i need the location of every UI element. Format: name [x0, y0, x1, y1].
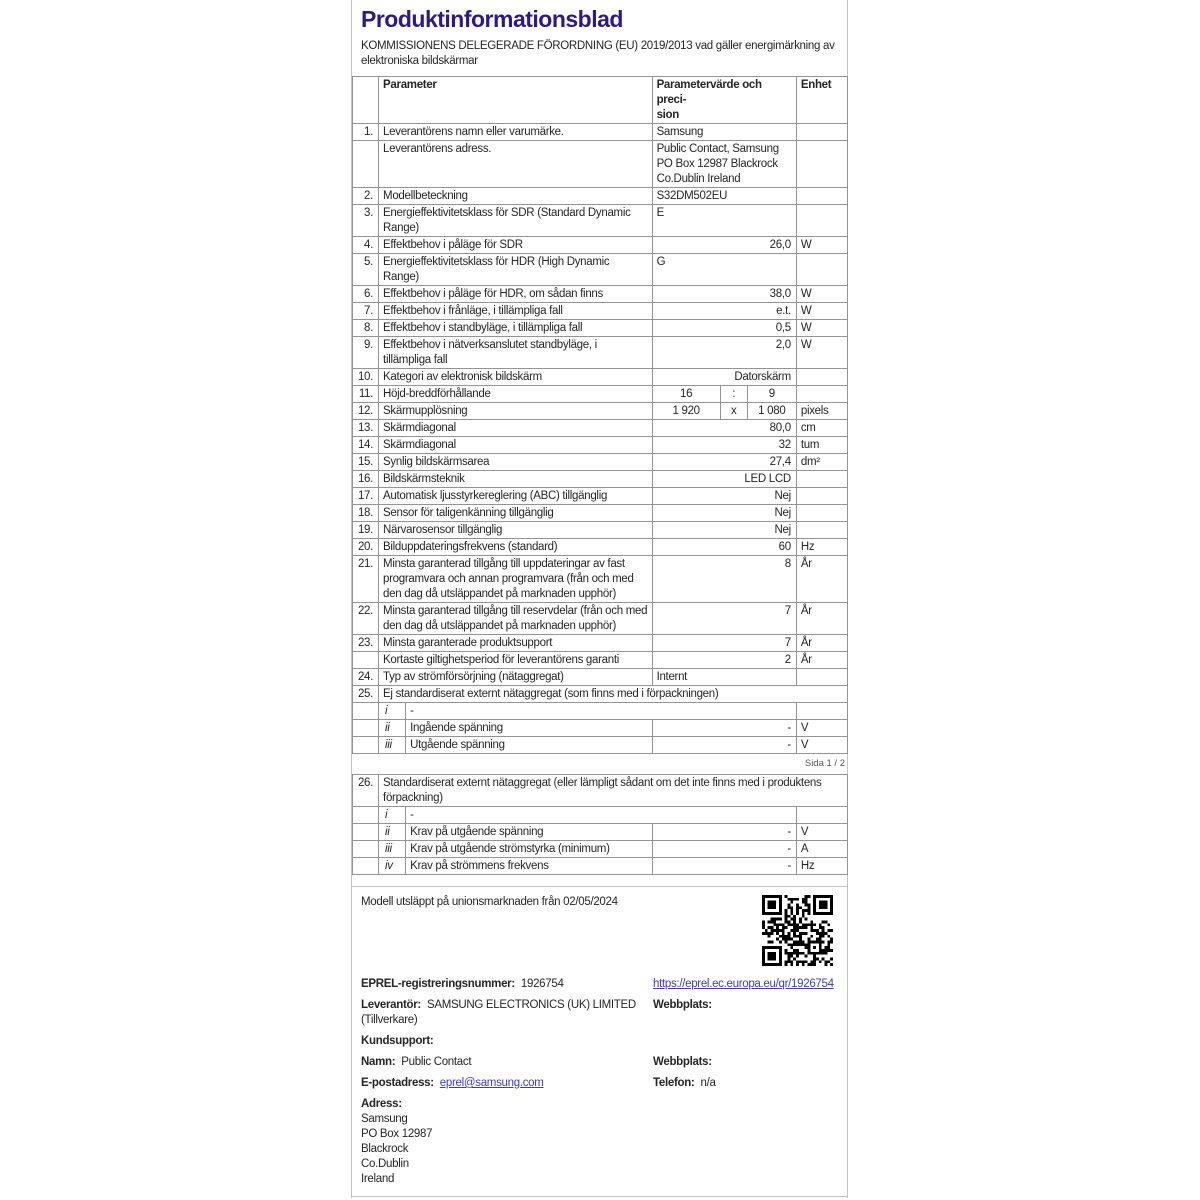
unit-cell: År — [796, 652, 847, 669]
value-part-1: 1 920 — [652, 403, 720, 420]
sub-row-dash: - — [406, 807, 797, 824]
address-line: PO Box 12987 — [361, 1128, 433, 1140]
value-cell: 0,5 — [652, 320, 796, 337]
row-number: 11. — [353, 386, 379, 403]
email-label: E-postadress: — [361, 1077, 434, 1089]
parameter-cell: Effektbehov i påläge för SDR — [379, 237, 653, 254]
section-label: Standardiserat externt nätaggregat (eller lämpligt sådant om det inte finns med i produktens förpackning) — [379, 775, 848, 807]
parameter-cell: Modellbeteckning — [379, 188, 653, 205]
table-row — [353, 320, 848, 337]
unit-cell: Hz — [796, 858, 847, 875]
qr-code — [762, 895, 833, 966]
row-number — [353, 807, 379, 824]
parameter-cell: Ingående spänning — [406, 720, 652, 737]
unit-cell: V — [796, 737, 847, 754]
table-row — [353, 775, 848, 807]
address-label: Adress: — [361, 1098, 402, 1110]
parameter-cell: Kategori av elektronisk bildskärm — [379, 369, 653, 386]
parameter-cell: Sensor för taligenkänning tillgänglig — [379, 505, 653, 522]
parameter-cell: Effektbehov i standbyläge, i tillämpliga fall — [379, 320, 653, 337]
table-row — [353, 337, 848, 369]
value-cell: 27,4 — [652, 454, 796, 471]
unit-cell — [796, 369, 847, 386]
row-number — [353, 841, 379, 858]
unit-cell: W — [796, 286, 847, 303]
row-number: 14. — [353, 437, 379, 454]
row-number: 19. — [353, 522, 379, 539]
table-row — [353, 841, 848, 858]
address-line: Ireland — [361, 1173, 395, 1185]
unit-cell — [796, 386, 847, 403]
parameter-cell: Automatisk ljusstyrkereglering (ABC) tillgänglig — [379, 488, 653, 505]
row-number: 15. — [353, 454, 379, 471]
table-row — [353, 737, 848, 754]
table-row — [353, 824, 848, 841]
value-cell: - — [652, 824, 796, 841]
unit-cell: År — [796, 556, 847, 603]
row-number: 3. — [353, 205, 379, 237]
parameter-cell: Energieffektivitetsklass för HDR (High Dynamic Range) — [379, 254, 653, 286]
unit-cell: pixels — [796, 403, 847, 420]
row-number: 12. — [353, 403, 379, 420]
eprel-link[interactable]: https://eprel.ec.europa.eu/qr/1926754 — [653, 978, 834, 990]
unit-cell: V — [796, 720, 847, 737]
sub-row-number: i — [379, 703, 406, 720]
value-cell: Public Contact, Samsung PO Box 12987 Blackrock Co.Dublin Ireland — [652, 141, 796, 188]
eprel-row — [352, 977, 847, 992]
eprel-label: EPREL-registreringsnummer: — [361, 978, 515, 990]
supplier-value: SAMSUNG ELECTRONICS (UK) LIMITED (Tillverkare) — [361, 999, 636, 1026]
unit-cell — [796, 141, 847, 188]
contact-name-row — [352, 1055, 847, 1070]
document-title: Produktinformationsblad — [361, 6, 623, 32]
parameter-cell: Leverantörens adress. — [379, 141, 653, 188]
value-part-2: 1 080 — [747, 403, 796, 420]
value-cell: S32DM502EU — [652, 188, 796, 205]
row-number: 17. — [353, 488, 379, 505]
unit-cell: W — [796, 337, 847, 369]
product-table-page-2 — [352, 774, 848, 875]
supplier-row — [352, 998, 847, 1028]
value-cell: Nej — [652, 505, 796, 522]
row-number: 13. — [353, 420, 379, 437]
name-label: Namn: — [361, 1056, 396, 1068]
table-row — [353, 488, 848, 505]
website-label: Webbplats: — [653, 999, 712, 1011]
table-row — [353, 403, 848, 420]
value-cell: 80,0 — [652, 420, 796, 437]
row-number — [353, 652, 379, 669]
release-date-line: Modell utsläppt på unionsmarknaden från 02/05/2024 — [361, 896, 618, 908]
table-row — [353, 807, 848, 824]
page-indicator: Sida 1 / 2 — [804, 758, 845, 769]
name-value: Public Contact — [401, 1056, 472, 1068]
value-cell: 7 — [652, 603, 796, 635]
value-cell: E — [652, 205, 796, 237]
unit-cell — [796, 505, 847, 522]
unit-cell — [796, 522, 847, 539]
value-cell: Internt — [652, 669, 796, 686]
sub-row-number: iii — [379, 737, 406, 754]
row-number: 6. — [353, 286, 379, 303]
unit-cell — [796, 205, 847, 237]
row-number: 7. — [353, 303, 379, 320]
unit-cell: V — [796, 824, 847, 841]
address-line: Blackrock — [361, 1143, 409, 1155]
unit-cell — [796, 807, 847, 824]
value-part-1: 16 — [652, 386, 720, 403]
eprel-value: 1926754 — [520, 978, 564, 990]
parameter-cell: Skärmdiagonal — [379, 420, 653, 437]
value-header: Parametervärde och preci- sion — [652, 77, 796, 124]
email-link[interactable]: eprel@samsung.com — [439, 1077, 544, 1089]
release-row — [352, 895, 847, 966]
address-row — [352, 1097, 847, 1187]
value-cell: 2 — [652, 652, 796, 669]
value-part-2: 9 — [747, 386, 796, 403]
parameter-cell: Typ av strömförsörjning (nätaggregat) — [379, 669, 653, 686]
table-row — [353, 703, 848, 720]
section-label: Ej standardiserat externt nätaggregat (som finns med i förpackningen) — [379, 686, 848, 703]
supplier-label: Leverantör: — [361, 999, 421, 1011]
unit-cell — [796, 703, 847, 720]
support-label: Kundsupport: — [361, 1035, 434, 1047]
value-cell: - — [652, 841, 796, 858]
row-number: 23. — [353, 635, 379, 652]
parameter-cell: Bildskärmsteknik — [379, 471, 653, 488]
value-cell: Nej — [652, 522, 796, 539]
row-number: 20. — [353, 539, 379, 556]
table-row — [353, 254, 848, 286]
parameter-cell: Effektbehov i frånläge, i tillämpliga fall — [379, 303, 653, 320]
phone-value: n/a — [700, 1077, 716, 1089]
row-number: 16. — [353, 471, 379, 488]
row-number: 1. — [353, 124, 379, 141]
table-row — [353, 369, 848, 386]
table-row — [353, 556, 848, 603]
value-cell: 26,0 — [652, 237, 796, 254]
row-number — [353, 703, 379, 720]
support-row — [352, 1034, 847, 1049]
sub-row-number: ii — [379, 824, 406, 841]
row-number: 4. — [353, 237, 379, 254]
parameter-cell: Leverantörens namn eller varumärke. — [379, 124, 653, 141]
parameter-cell: Höjd-breddförhållande — [379, 386, 653, 403]
row-number: 21. — [353, 556, 379, 603]
table-row — [353, 522, 848, 539]
parameter-cell: Effektbehov i nätverksanslutet standbyläge, i tillämpliga fall — [379, 337, 653, 369]
table-row — [353, 603, 848, 635]
unit-cell: År — [796, 603, 847, 635]
parameter-cell: Krav på utgående strömstyrka (minimum) — [406, 841, 652, 858]
row-number: 9. — [353, 337, 379, 369]
value-cell: G — [652, 254, 796, 286]
unit-cell — [796, 124, 847, 141]
sub-row-number: ii — [379, 720, 406, 737]
row-number: 18. — [353, 505, 379, 522]
unit-cell — [796, 188, 847, 205]
value-cell: 38,0 — [652, 286, 796, 303]
parameter-cell: Utgående spänning — [406, 737, 652, 754]
parameter-cell: Effektbehov i påläge för HDR, om sådan finns — [379, 286, 653, 303]
table-row — [353, 505, 848, 522]
table-row — [353, 471, 848, 488]
table-row — [353, 141, 848, 188]
website-label: Webbplats: — [653, 1056, 712, 1068]
row-number: 25. — [353, 686, 379, 703]
sub-row-number: iii — [379, 841, 406, 858]
row-number — [353, 737, 379, 754]
unit-cell: W — [796, 303, 847, 320]
table-row — [353, 669, 848, 686]
value-cell: - — [652, 720, 796, 737]
parameter-cell: Krav på strömmens frekvens — [406, 858, 652, 875]
value-cell: e.t. — [652, 303, 796, 320]
parameter-cell: Krav på utgående spänning — [406, 824, 652, 841]
product-fiche-sheet — [351, 0, 848, 1198]
value-cell: - — [652, 858, 796, 875]
email-row — [352, 1076, 847, 1091]
unit-cell — [796, 669, 847, 686]
unit-header: Enhet — [796, 77, 847, 124]
row-number: 2. — [353, 188, 379, 205]
value-cell: 60 — [652, 539, 796, 556]
corner-header-cell — [353, 77, 379, 124]
value-separator: : — [720, 386, 747, 403]
unit-cell: dm² — [796, 454, 847, 471]
table-row — [353, 720, 848, 737]
unit-cell: W — [796, 237, 847, 254]
value-cell: - — [652, 737, 796, 754]
unit-cell: W — [796, 320, 847, 337]
parameter-cell: Närvarosensor tillgänglig — [379, 522, 653, 539]
table-row — [353, 437, 848, 454]
value-cell: Datorskärm — [652, 369, 796, 386]
parameter-cell: Minsta garanterad tillgång till reservdelar (från och med den dag då utsläppandet på marknaden upphör) — [379, 603, 653, 635]
parameter-cell: Bilduppdateringsfrekvens (standard) — [379, 539, 653, 556]
sub-row-number: iv — [379, 858, 406, 875]
table-row — [353, 858, 848, 875]
row-number — [353, 720, 379, 737]
unit-cell — [796, 471, 847, 488]
contact-box — [352, 886, 847, 1197]
unit-cell — [796, 254, 847, 286]
table-row — [353, 124, 848, 141]
row-number: 8. — [353, 320, 379, 337]
table-row — [353, 303, 848, 320]
row-number: 10. — [353, 369, 379, 386]
value-cell: Samsung — [652, 124, 796, 141]
table-row — [353, 386, 848, 403]
product-table-page-1 — [352, 76, 848, 754]
sub-row-number: i — [379, 807, 406, 824]
table-row — [353, 237, 848, 254]
parameter-cell: Skärmupplösning — [379, 403, 653, 420]
table-row — [353, 539, 848, 556]
table-row — [353, 420, 848, 437]
value-separator: x — [720, 403, 747, 420]
value-cell: 2,0 — [652, 337, 796, 369]
sub-row-dash: - — [406, 703, 797, 720]
table-row — [353, 652, 848, 669]
unit-cell: tum — [796, 437, 847, 454]
unit-cell: Hz — [796, 539, 847, 556]
parameter-header: Parameter — [379, 77, 653, 124]
unit-cell — [796, 488, 847, 505]
parameter-cell: Synlig bildskärmsarea — [379, 454, 653, 471]
parameter-cell: Minsta garanterad tillgång till uppdateringar av fast programvara och annan programvara (från och med den dag då utsläppandet på marknaden upphör) — [379, 556, 653, 603]
regulation-subtitle: KOMMISSIONENS DELEGERADE FÖRORDNING (EU) 2019/2013 vad gäller energimärkning av elektroniska bildskärmar — [361, 40, 835, 67]
parameter-cell: Kortaste giltighetsperiod för leverantörens garanti — [379, 652, 653, 669]
parameter-cell: Minsta garanterade produktsupport — [379, 635, 653, 652]
table-row — [353, 686, 848, 703]
row-number: 5. — [353, 254, 379, 286]
row-number: 24. — [353, 669, 379, 686]
value-cell: 32 — [652, 437, 796, 454]
table-row — [353, 454, 848, 471]
row-number: 22. — [353, 603, 379, 635]
value-cell: 8 — [652, 556, 796, 603]
value-cell: Nej — [652, 488, 796, 505]
table-row — [353, 205, 848, 237]
table-row — [353, 188, 848, 205]
unit-cell: År — [796, 635, 847, 652]
parameter-cell: Energieffektivitetsklass för SDR (Standard Dynamic Range) — [379, 205, 653, 237]
address-line: Co.Dublin — [361, 1158, 409, 1170]
row-number: 26. — [353, 775, 379, 807]
row-number — [353, 141, 379, 188]
value-cell: 7 — [652, 635, 796, 652]
table-header-row — [353, 77, 848, 124]
phone-label: Telefon: — [653, 1077, 695, 1089]
unit-cell: A — [796, 841, 847, 858]
value-cell: LED LCD — [652, 471, 796, 488]
address-line: Samsung — [361, 1113, 408, 1125]
row-number — [353, 858, 379, 875]
parameter-cell: Skärmdiagonal — [379, 437, 653, 454]
table-row — [353, 635, 848, 652]
row-number — [353, 824, 379, 841]
unit-cell: cm — [796, 420, 847, 437]
table-row — [353, 286, 848, 303]
